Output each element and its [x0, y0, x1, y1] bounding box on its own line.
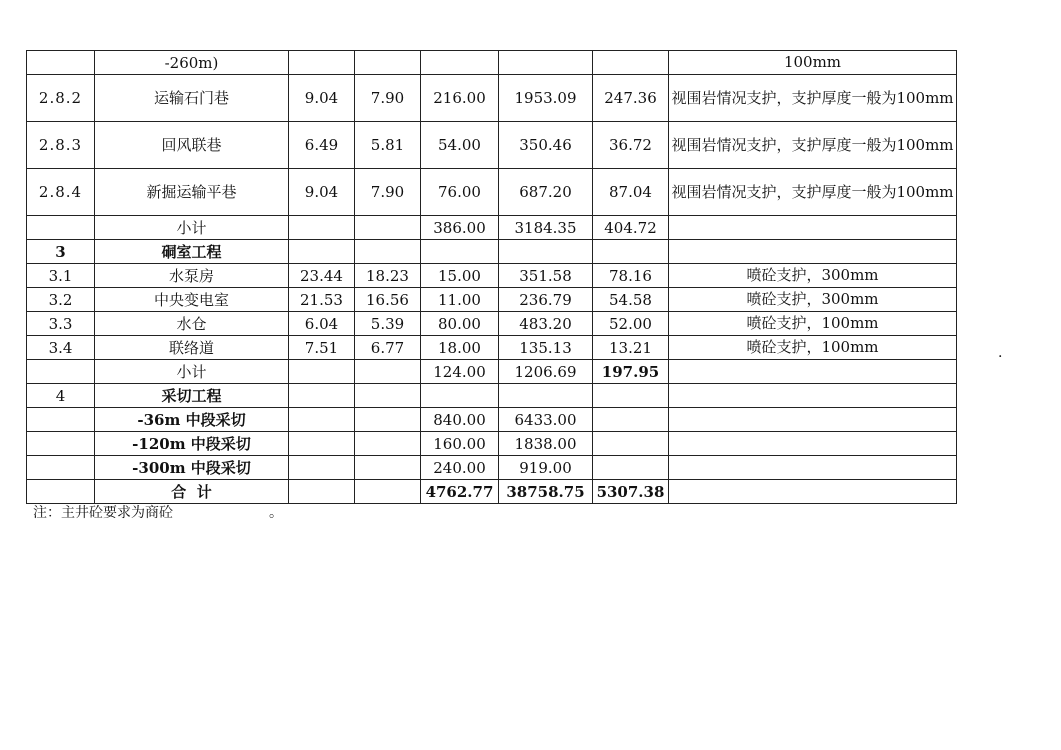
- item-no-cell: 3: [27, 240, 95, 264]
- value-e-cell: [593, 51, 669, 75]
- value-a-cell: [289, 384, 355, 408]
- value-b-cell: [355, 51, 421, 75]
- value-a-cell: 6.49: [289, 122, 355, 169]
- value-b-cell: 6.77: [355, 336, 421, 360]
- value-d-cell: 350.46: [499, 122, 593, 169]
- value-b-cell: 18.23: [355, 264, 421, 288]
- stray-mark: .: [998, 345, 1003, 361]
- value-a-cell: [289, 360, 355, 384]
- item-no-cell: 2.8.2: [27, 75, 95, 122]
- value-e-cell: [593, 432, 669, 456]
- value-d-cell: 1206.69: [499, 360, 593, 384]
- value-c-cell: [421, 240, 499, 264]
- value-a-cell: [289, 408, 355, 432]
- footnote-period: 。: [269, 505, 283, 521]
- value-e-cell: 404.72: [593, 216, 669, 240]
- item-name-cell: 合 计: [95, 480, 289, 504]
- table-row: [27, 312, 957, 336]
- value-c-cell: 15.00: [421, 264, 499, 288]
- value-e-cell: 36.72: [593, 122, 669, 169]
- value-d-cell: [499, 240, 593, 264]
- value-a-cell: 23.44: [289, 264, 355, 288]
- value-a-cell: 9.04: [289, 75, 355, 122]
- value-d-cell: 483.20: [499, 312, 593, 336]
- table-row: [27, 360, 957, 384]
- item-no-cell: 3.4: [27, 336, 95, 360]
- value-c-cell: [421, 51, 499, 75]
- item-name-cell: 回风联巷: [95, 122, 289, 169]
- item-name-cell: -120m 中段采切: [95, 432, 289, 456]
- table-row: [27, 384, 957, 408]
- value-a-cell: [289, 216, 355, 240]
- value-b-cell: [355, 360, 421, 384]
- value-e-cell: 13.21: [593, 336, 669, 360]
- item-no-cell: [27, 216, 95, 240]
- remark-cell: 视围岩情况支护，支护厚度一般为100mm: [669, 169, 957, 216]
- value-d-cell: 687.20: [499, 169, 593, 216]
- value-a-cell: 7.51: [289, 336, 355, 360]
- table-row: [27, 408, 957, 432]
- item-no-cell: [27, 480, 95, 504]
- item-name-cell: 中央变电室: [95, 288, 289, 312]
- remark-cell: 喷砼支护，300mm: [669, 264, 957, 288]
- value-d-cell: 236.79: [499, 288, 593, 312]
- value-d-cell: 135.13: [499, 336, 593, 360]
- value-b-cell: [355, 384, 421, 408]
- remark-cell: [669, 480, 957, 504]
- value-b-cell: [355, 480, 421, 504]
- table-row: [27, 288, 957, 312]
- remark-cell: [669, 456, 957, 480]
- value-e-cell: 5307.38: [593, 480, 669, 504]
- table-footnote: [33, 502, 283, 522]
- item-name-cell: 水泵房: [95, 264, 289, 288]
- remark-cell: 100mm: [669, 51, 957, 75]
- value-d-cell: 38758.75: [499, 480, 593, 504]
- value-b-cell: [355, 432, 421, 456]
- value-e-cell: [593, 240, 669, 264]
- value-b-cell: 7.90: [355, 169, 421, 216]
- value-d-cell: 6433.00: [499, 408, 593, 432]
- value-c-cell: 11.00: [421, 288, 499, 312]
- remark-cell: 喷砼支护，100mm: [669, 312, 957, 336]
- table-row: [27, 51, 957, 75]
- value-a-cell: 6.04: [289, 312, 355, 336]
- item-no-cell: [27, 360, 95, 384]
- item-no-cell: 3.1: [27, 264, 95, 288]
- value-c-cell: 160.00: [421, 432, 499, 456]
- value-c-cell: 386.00: [421, 216, 499, 240]
- value-e-cell: 54.58: [593, 288, 669, 312]
- item-name-cell: -300m 中段采切: [95, 456, 289, 480]
- table-row: [27, 169, 957, 216]
- item-no-cell: 3.3: [27, 312, 95, 336]
- value-b-cell: 5.39: [355, 312, 421, 336]
- value-c-cell: 4762.77: [421, 480, 499, 504]
- value-a-cell: [289, 456, 355, 480]
- item-name-cell: 硐室工程: [95, 240, 289, 264]
- value-c-cell: 76.00: [421, 169, 499, 216]
- remark-cell: [669, 432, 957, 456]
- value-e-cell: [593, 384, 669, 408]
- value-c-cell: [421, 384, 499, 408]
- item-no-cell: 2.8.3: [27, 122, 95, 169]
- value-a-cell: [289, 480, 355, 504]
- value-b-cell: [355, 240, 421, 264]
- remark-cell: [669, 240, 957, 264]
- remark-cell: 视围岩情况支护，支护厚度一般为100mm: [669, 75, 957, 122]
- value-b-cell: [355, 408, 421, 432]
- value-e-cell: 87.04: [593, 169, 669, 216]
- value-d-cell: [499, 51, 593, 75]
- value-a-cell: 9.04: [289, 169, 355, 216]
- value-b-cell: 7.90: [355, 75, 421, 122]
- table-row: [27, 456, 957, 480]
- remark-cell: [669, 360, 957, 384]
- item-name-cell: 小计: [95, 360, 289, 384]
- value-a-cell: [289, 240, 355, 264]
- value-e-cell: [593, 456, 669, 480]
- value-c-cell: 216.00: [421, 75, 499, 122]
- engineering-quantity-table: [26, 50, 957, 504]
- footnote-text: 注：主井砼要求为商砼: [33, 505, 173, 521]
- value-b-cell: 5.81: [355, 122, 421, 169]
- table-row: [27, 432, 957, 456]
- item-name-cell: 水仓: [95, 312, 289, 336]
- remark-cell: [669, 384, 957, 408]
- table-row: [27, 264, 957, 288]
- item-name-cell: 运输石门巷: [95, 75, 289, 122]
- item-no-cell: [27, 456, 95, 480]
- item-no-cell: [27, 408, 95, 432]
- value-a-cell: [289, 432, 355, 456]
- remark-cell: 喷砼支护，100mm: [669, 336, 957, 360]
- value-c-cell: 80.00: [421, 312, 499, 336]
- remark-cell: [669, 408, 957, 432]
- table-row: [27, 122, 957, 169]
- value-d-cell: 351.58: [499, 264, 593, 288]
- value-e-cell: 197.95: [593, 360, 669, 384]
- value-c-cell: 124.00: [421, 360, 499, 384]
- value-e-cell: [593, 408, 669, 432]
- value-e-cell: 78.16: [593, 264, 669, 288]
- table-row: [27, 480, 957, 504]
- value-c-cell: 840.00: [421, 408, 499, 432]
- value-d-cell: 1838.00: [499, 432, 593, 456]
- item-no-cell: 2.8.4: [27, 169, 95, 216]
- item-name-cell: -260m): [95, 51, 289, 75]
- value-d-cell: 1953.09: [499, 75, 593, 122]
- value-c-cell: 54.00: [421, 122, 499, 169]
- table-row: [27, 336, 957, 360]
- value-a-cell: 21.53: [289, 288, 355, 312]
- value-b-cell: [355, 456, 421, 480]
- value-c-cell: 240.00: [421, 456, 499, 480]
- value-e-cell: 247.36: [593, 75, 669, 122]
- remark-cell: 视围岩情况支护，支护厚度一般为100mm: [669, 122, 957, 169]
- table-row: [27, 75, 957, 122]
- remark-cell: 喷砼支护，300mm: [669, 288, 957, 312]
- value-c-cell: 18.00: [421, 336, 499, 360]
- item-name-cell: -36m 中段采切: [95, 408, 289, 432]
- item-name-cell: 采切工程: [95, 384, 289, 408]
- item-name-cell: 新掘运输平巷: [95, 169, 289, 216]
- value-b-cell: 16.56: [355, 288, 421, 312]
- item-no-cell: 4: [27, 384, 95, 408]
- value-d-cell: [499, 384, 593, 408]
- item-no-cell: 3.2: [27, 288, 95, 312]
- item-name-cell: 联络道: [95, 336, 289, 360]
- value-e-cell: 52.00: [593, 312, 669, 336]
- value-a-cell: [289, 51, 355, 75]
- table-row: [27, 216, 957, 240]
- value-d-cell: 3184.35: [499, 216, 593, 240]
- value-d-cell: 919.00: [499, 456, 593, 480]
- remark-cell: [669, 216, 957, 240]
- value-b-cell: [355, 216, 421, 240]
- item-no-cell: [27, 51, 95, 75]
- item-no-cell: [27, 432, 95, 456]
- item-name-cell: 小计: [95, 216, 289, 240]
- table-row: [27, 240, 957, 264]
